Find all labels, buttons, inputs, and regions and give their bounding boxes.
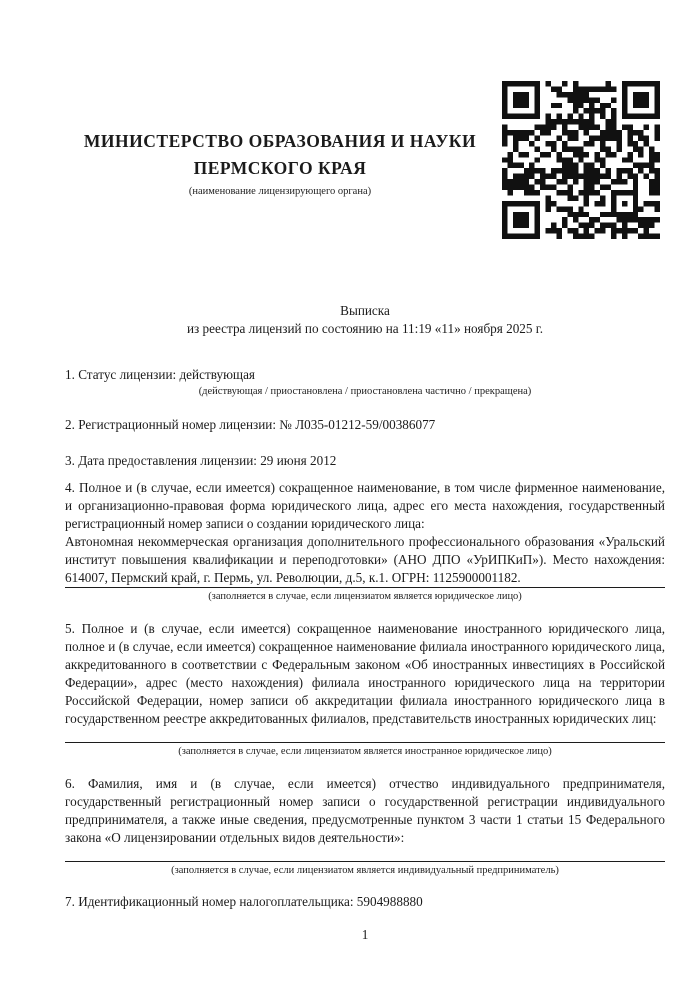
field-legal-entity xyxy=(65,479,665,588)
ministry-name-line1: МИНИСТЕРСТВО ОБРАЗОВАНИЯ И НАУКИ xyxy=(83,131,477,151)
individual-entrepreneur-question: 6. Фамилия, имя и (в случае, если имеется) отчество индивидуального предпринимателя, государственный регистрационный номер записи о государственной регистрации индивидуального предпринимателя, а также иные сведения, предусмотренные пунктом 3 части 1 статьи 15 Федерального закона «О лицензировании отдельных видов деятельности»: xyxy=(65,776,665,845)
legal-entity-question: 4. Полное и (в случае, если имеется) сокращенное наименование, в том числе фирменное наименование, и организационно-правовая форма юридического лица, адрес его места нахождения, государственный регистрационный номер записи о создании юридического лица: xyxy=(65,480,665,531)
qr-code xyxy=(502,81,660,239)
foreign-entity-question: 5. Полное и (в случае, если имеется) сокращенное наименование иностранного юридического лица, полное и (в случае, если имеется) сокращенное наименование филиала иностранного юридического лица, аккредитованного в соответствии с Федеральным законом «Об иностранных инвестициях в Российской Федерации», адрес (место нахождения) филиала иностранного юридического лица на территории Российской Федерации, номер записи об аккредитации филиала иностранного юридического лица в государственном реестре аккредитованных филиалов, представительств иностранных юридических лиц: xyxy=(65,621,665,726)
license-status-note: (действующая / приостановлена / приостановлена частично / прекращена) xyxy=(198,386,532,397)
page-number: 1 xyxy=(361,927,369,942)
field-foreign-entity xyxy=(65,620,665,743)
license-status-text: 1. Статус лицензии: действующая xyxy=(65,367,256,382)
licensing-authority-header xyxy=(65,128,495,198)
field-individual-entrepreneur xyxy=(65,775,665,862)
field-taxpayer-id: 7. Идентификационный номер налогоплательщика: 5904988880 xyxy=(65,894,423,909)
document-title-line1: Выписка xyxy=(340,303,390,318)
ministry-name-line2: ПЕРМСКОГО КРАЯ xyxy=(193,158,367,178)
ministry-caption: (наименование лицензирующего органа) xyxy=(188,186,372,197)
field-grant-date: 3. Дата предоставления лицензии: 29 июня 2012 xyxy=(65,453,337,468)
field-license-status xyxy=(65,366,665,399)
foreign-entity-note: (заполняется в случае, если лицензиатом является иностранное юридическое лицо) xyxy=(178,746,552,757)
document-title-line2: из реестра лицензий по состоянию на 11:19 «11» ноября 2025 г. xyxy=(186,321,544,336)
legal-entity-note: (заполняется в случае, если лицензиатом является юридическое лицо) xyxy=(208,591,522,602)
legal-entity-answer: Автономная некоммерческая организация дополнительного профессионального образования «Уральский институт повышения квалификации и переподготовки» (АНО ДПО «УрИПКиП»). Место нахождения: 614007, Пермский край, г. Пермь, ул. Революции, д.5, к.1. ОГРН: 1125900001182. xyxy=(65,534,665,585)
field-registration-number: 2. Регистрационный номер лицензии: № Л035-01212-59/00386077 xyxy=(65,417,436,432)
individual-entrepreneur-note: (заполняется в случае, если лицензиатом является индивидуальный предприниматель) xyxy=(171,865,559,876)
document-title xyxy=(65,302,665,338)
